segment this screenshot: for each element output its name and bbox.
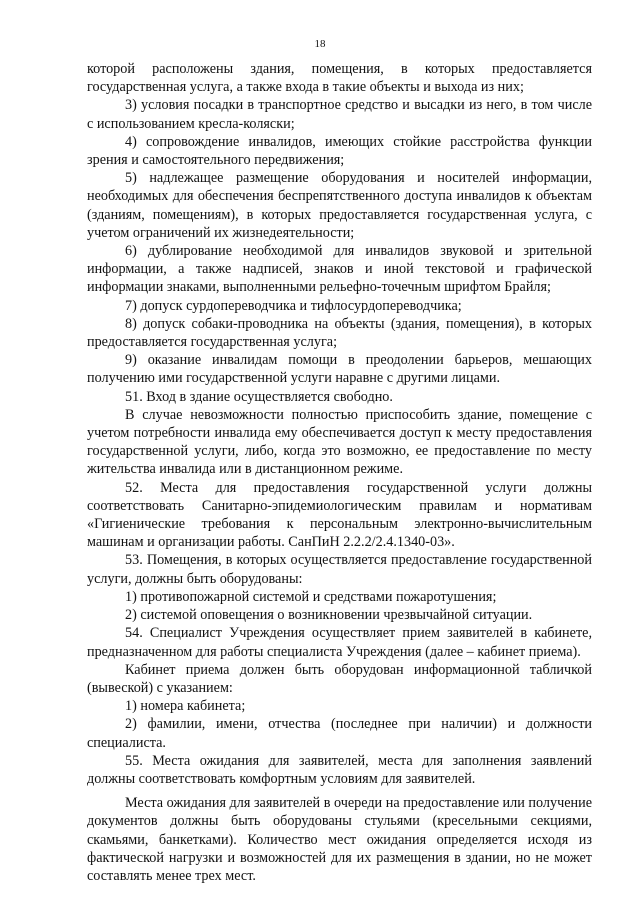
paragraph-item-8: 8) допуск собаки-проводника на объекты (здания, помещения), в которых предоставляется государственная услуга;: [87, 315, 592, 351]
paragraph-53: 53. Помещения, в которых осуществляется предоставление государственной услуги, должны быть оборудованы:: [87, 552, 592, 587]
paragraph-item-7: 7) допуск сурдопереводчика и тифлосурдопереводчика;: [125, 297, 462, 314]
paragraph-54-item-2: 2) фамилии, имени, отчества (последнее при наличии) и должности специалиста.: [87, 716, 592, 751]
document-body: [87, 60, 592, 885]
paragraph-51-note: В случае невозможности полностью приспособить здание, помещение с учетом потребности инвалида ему обеспечивается доступ к месту предоставления государственной услуги, либо, когда это возможно, ее предоставление по месту жительства инвалида или в дистанционном режиме.: [87, 406, 592, 478]
paragraph-item-6: 6) дублирование необходимой для инвалидов звуковой и зрительной информации, а также надписей, знаков и иной текстовой и графической информации знаками, выполненными рельефно-точечным шрифтом Брайля;: [87, 243, 592, 296]
paragraph-54-item-1: 1) номера кабинета;: [125, 698, 246, 715]
paragraph-item-9: 9) оказание инвалидам помощи в преодолении барьеров, мешающих получению ими государственной услуги наравне с другими лицами.: [87, 352, 592, 387]
paragraph-55-waiting: Места ожидания для заявителей в очереди на предоставление или получение документов должны быть оборудованы стульями (кресельными секциями, скамьями, банкетками). Количество мест ожидания определяется исходя из фактической нагрузки и возможностей для их размещения в здании, но не может составлять менее трех мест.: [87, 795, 592, 884]
page-number: 18: [314, 38, 326, 50]
paragraph-53-item-1: 1) противопожарной системой и средствами пожаротушения;: [125, 588, 497, 605]
paragraph-54: 54. Специалист Учреждения осуществляет прием заявителей в кабинете, предназначенном для работы специалиста Учреждения (далее – кабинет приема).: [87, 625, 592, 660]
paragraph-53-item-2: 2) системой оповещения о возникновении чрезвычайной ситуации.: [125, 607, 533, 624]
paragraph-55: 55. Места ожидания для заявителей, места для заполнения заявлений должны соответствовать комфортным условиям для заявителей.: [87, 752, 592, 787]
paragraph-item-3: 3) условия посадки в транспортное средство и высадки из него, в том числе с использованием кресла-коляски;: [87, 97, 592, 132]
paragraph-item-4: 4) сопровождение инвалидов, имеющих стойкие расстройства функции зрения и самостоятельного передвижения;: [87, 133, 592, 169]
paragraph-continuation: которой расположены здания, помещения, в которых предоставляется государственная услуга, а также входа в такие объекты и выхода из них;: [87, 61, 592, 96]
paragraph-item-5: 5) надлежащее размещение оборудования и носителей информации, необходимых для обеспечения беспрепятственного доступа инвалидов к объектам (зданиям, помещениям), в которых предоставляется государственная услуга, с учетом ограничений их жизнедеятельности;: [87, 170, 592, 241]
paragraph-54-cabinet: Кабинет приема должен быть оборудован информационной табличкой (вывеской) с указанием:: [87, 661, 592, 696]
paragraph-52: 52. Места для предоставления государственной услуги должны соответствовать Санитарно-эпидемиологическим правилам и нормативам «Гигиенические требования к персональным электронно-вычислительным машинам и организации работы. СанПиН 2.2.2/2.4.1340-03».: [87, 479, 592, 551]
paragraph-51: 51. Вход в здание осуществляется свободно.: [125, 388, 393, 405]
